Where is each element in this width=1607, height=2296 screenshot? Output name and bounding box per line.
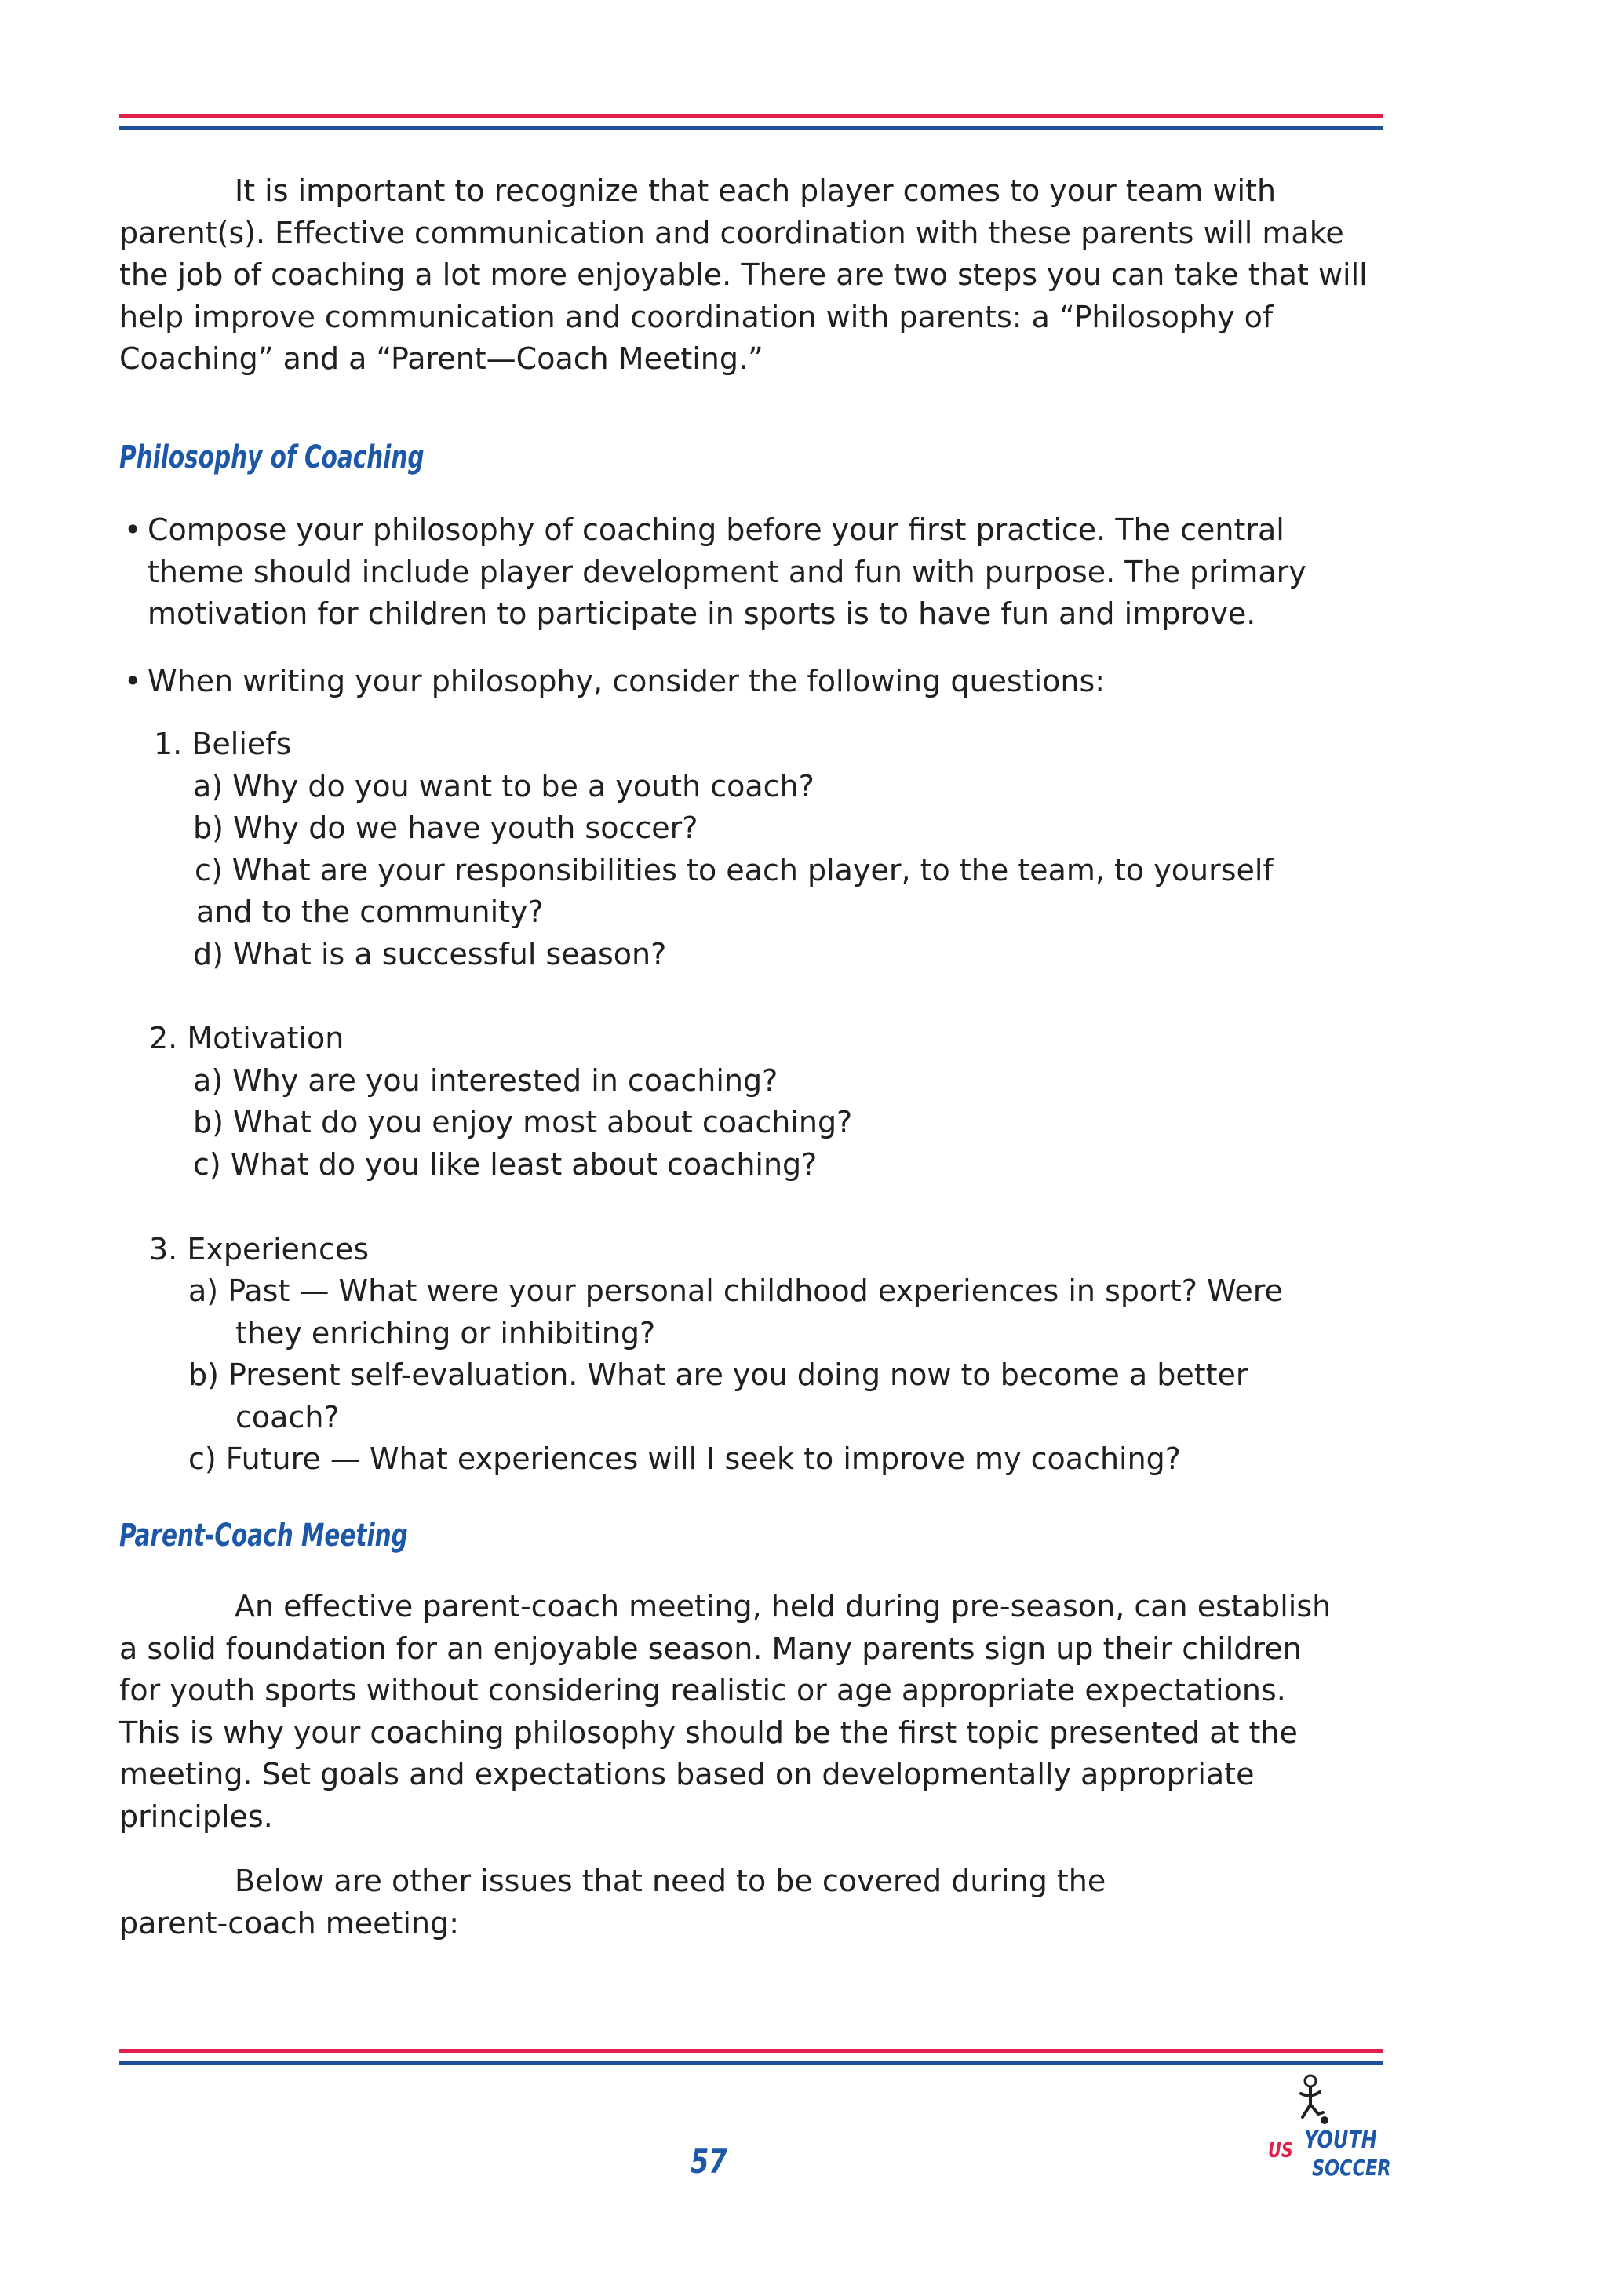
- bullet-dot: •: [124, 664, 142, 698]
- beliefs-b: b) Why do we have youth soccer?: [193, 811, 698, 845]
- motivation-a: a) Why are you interested in coaching?: [193, 1063, 778, 1098]
- beliefs-title: 1. Beliefs: [154, 727, 292, 761]
- experiences-title: 3. Experiences: [149, 1232, 370, 1266]
- bullet-dot: •: [124, 512, 142, 547]
- bottom-rule-blue: [119, 2061, 1383, 2065]
- top-rule-red: [119, 114, 1383, 118]
- beliefs-d: d) What is a successful season?: [193, 937, 667, 971]
- page-number: 57: [691, 2142, 727, 2181]
- meeting-heading: Parent-Coach Meeting: [119, 1518, 408, 1554]
- meeting-paragraph-2-text: Below are other issues that need to be covered during the parent-coach meeting:: [119, 1864, 1106, 1941]
- experiences-b-line2: coach?: [235, 1400, 340, 1434]
- experiences-a-line2: they enriching or inhibiting?: [235, 1316, 656, 1350]
- motivation-title: 2. Motivation: [149, 1021, 344, 1055]
- logo-youth-text: YOUTH: [1304, 2127, 1377, 2154]
- soccer-player-icon: [1287, 2073, 1334, 2128]
- bullet-2-text: When writing your philosophy, consider the following questions:: [148, 664, 1106, 698]
- logo-us-text: US: [1268, 2139, 1293, 2163]
- philosophy-heading: Philosophy of Coaching: [119, 439, 425, 476]
- us-youth-soccer-logo: [1255, 2073, 1397, 2191]
- experiences-b-line1: b) Present self-evaluation. What are you doing now to become a better: [188, 1358, 1248, 1392]
- beliefs-a: a) Why do you want to be a youth coach?: [193, 769, 814, 804]
- motivation-b: b) What do you enjoy most about coaching?: [193, 1105, 853, 1139]
- top-rule-blue: [119, 126, 1383, 130]
- logo-soccer-text: SOCCER: [1312, 2155, 1391, 2181]
- bullet-1-text: Compose your philosophy of coaching before your first practice. The central theme should include player development and fun with purpose. The primary motivation for children to participate in sports is to have fun and improve.: [148, 512, 1306, 631]
- experiences-c: c) Future — What experiences will I seek to improve my coaching?: [188, 1441, 1181, 1476]
- experiences-a-line1: a) Past — What were your personal childhood experiences in sport? Were: [188, 1274, 1283, 1308]
- beliefs-c-line2: and to the community?: [196, 895, 544, 929]
- philosophy-bullet-1: [119, 509, 1375, 636]
- motivation-c: c) What do you like least about coaching?: [193, 1147, 818, 1182]
- bottom-rule-red: [119, 2049, 1383, 2053]
- philosophy-bullet-2: [119, 661, 1390, 703]
- intro-paragraph: [119, 170, 1383, 381]
- beliefs-c-line1: c) What are your responsibilities to each player, to the team, to yourself: [195, 853, 1274, 887]
- meeting-paragraph-1-text: An effective parent-coach meeting, held during pre-season, can establish a solid foundation for an enjoyable season. Many parents sign up their children for youth sports without considering realistic or age appropriate expectations. This is why your coaching philosophy should be the first topic presented at the meeting. Set goals and expectations based on developmentally appropriate principles.: [119, 1589, 1332, 1834]
- intro-paragraph-text: It is important to recognize that each player comes to your team with parent(s). Effective communication and coordination with these parents will make the job of coaching a lot more enjoyable. There are two steps you can take that will help improve communication and coordination with parents: a “Philosophy of Coaching” and a “Parent—Coach Meeting.”: [119, 173, 1368, 376]
- meeting-paragraph-2: [119, 1860, 1108, 1944]
- meeting-paragraph-1: [119, 1586, 1343, 1838]
